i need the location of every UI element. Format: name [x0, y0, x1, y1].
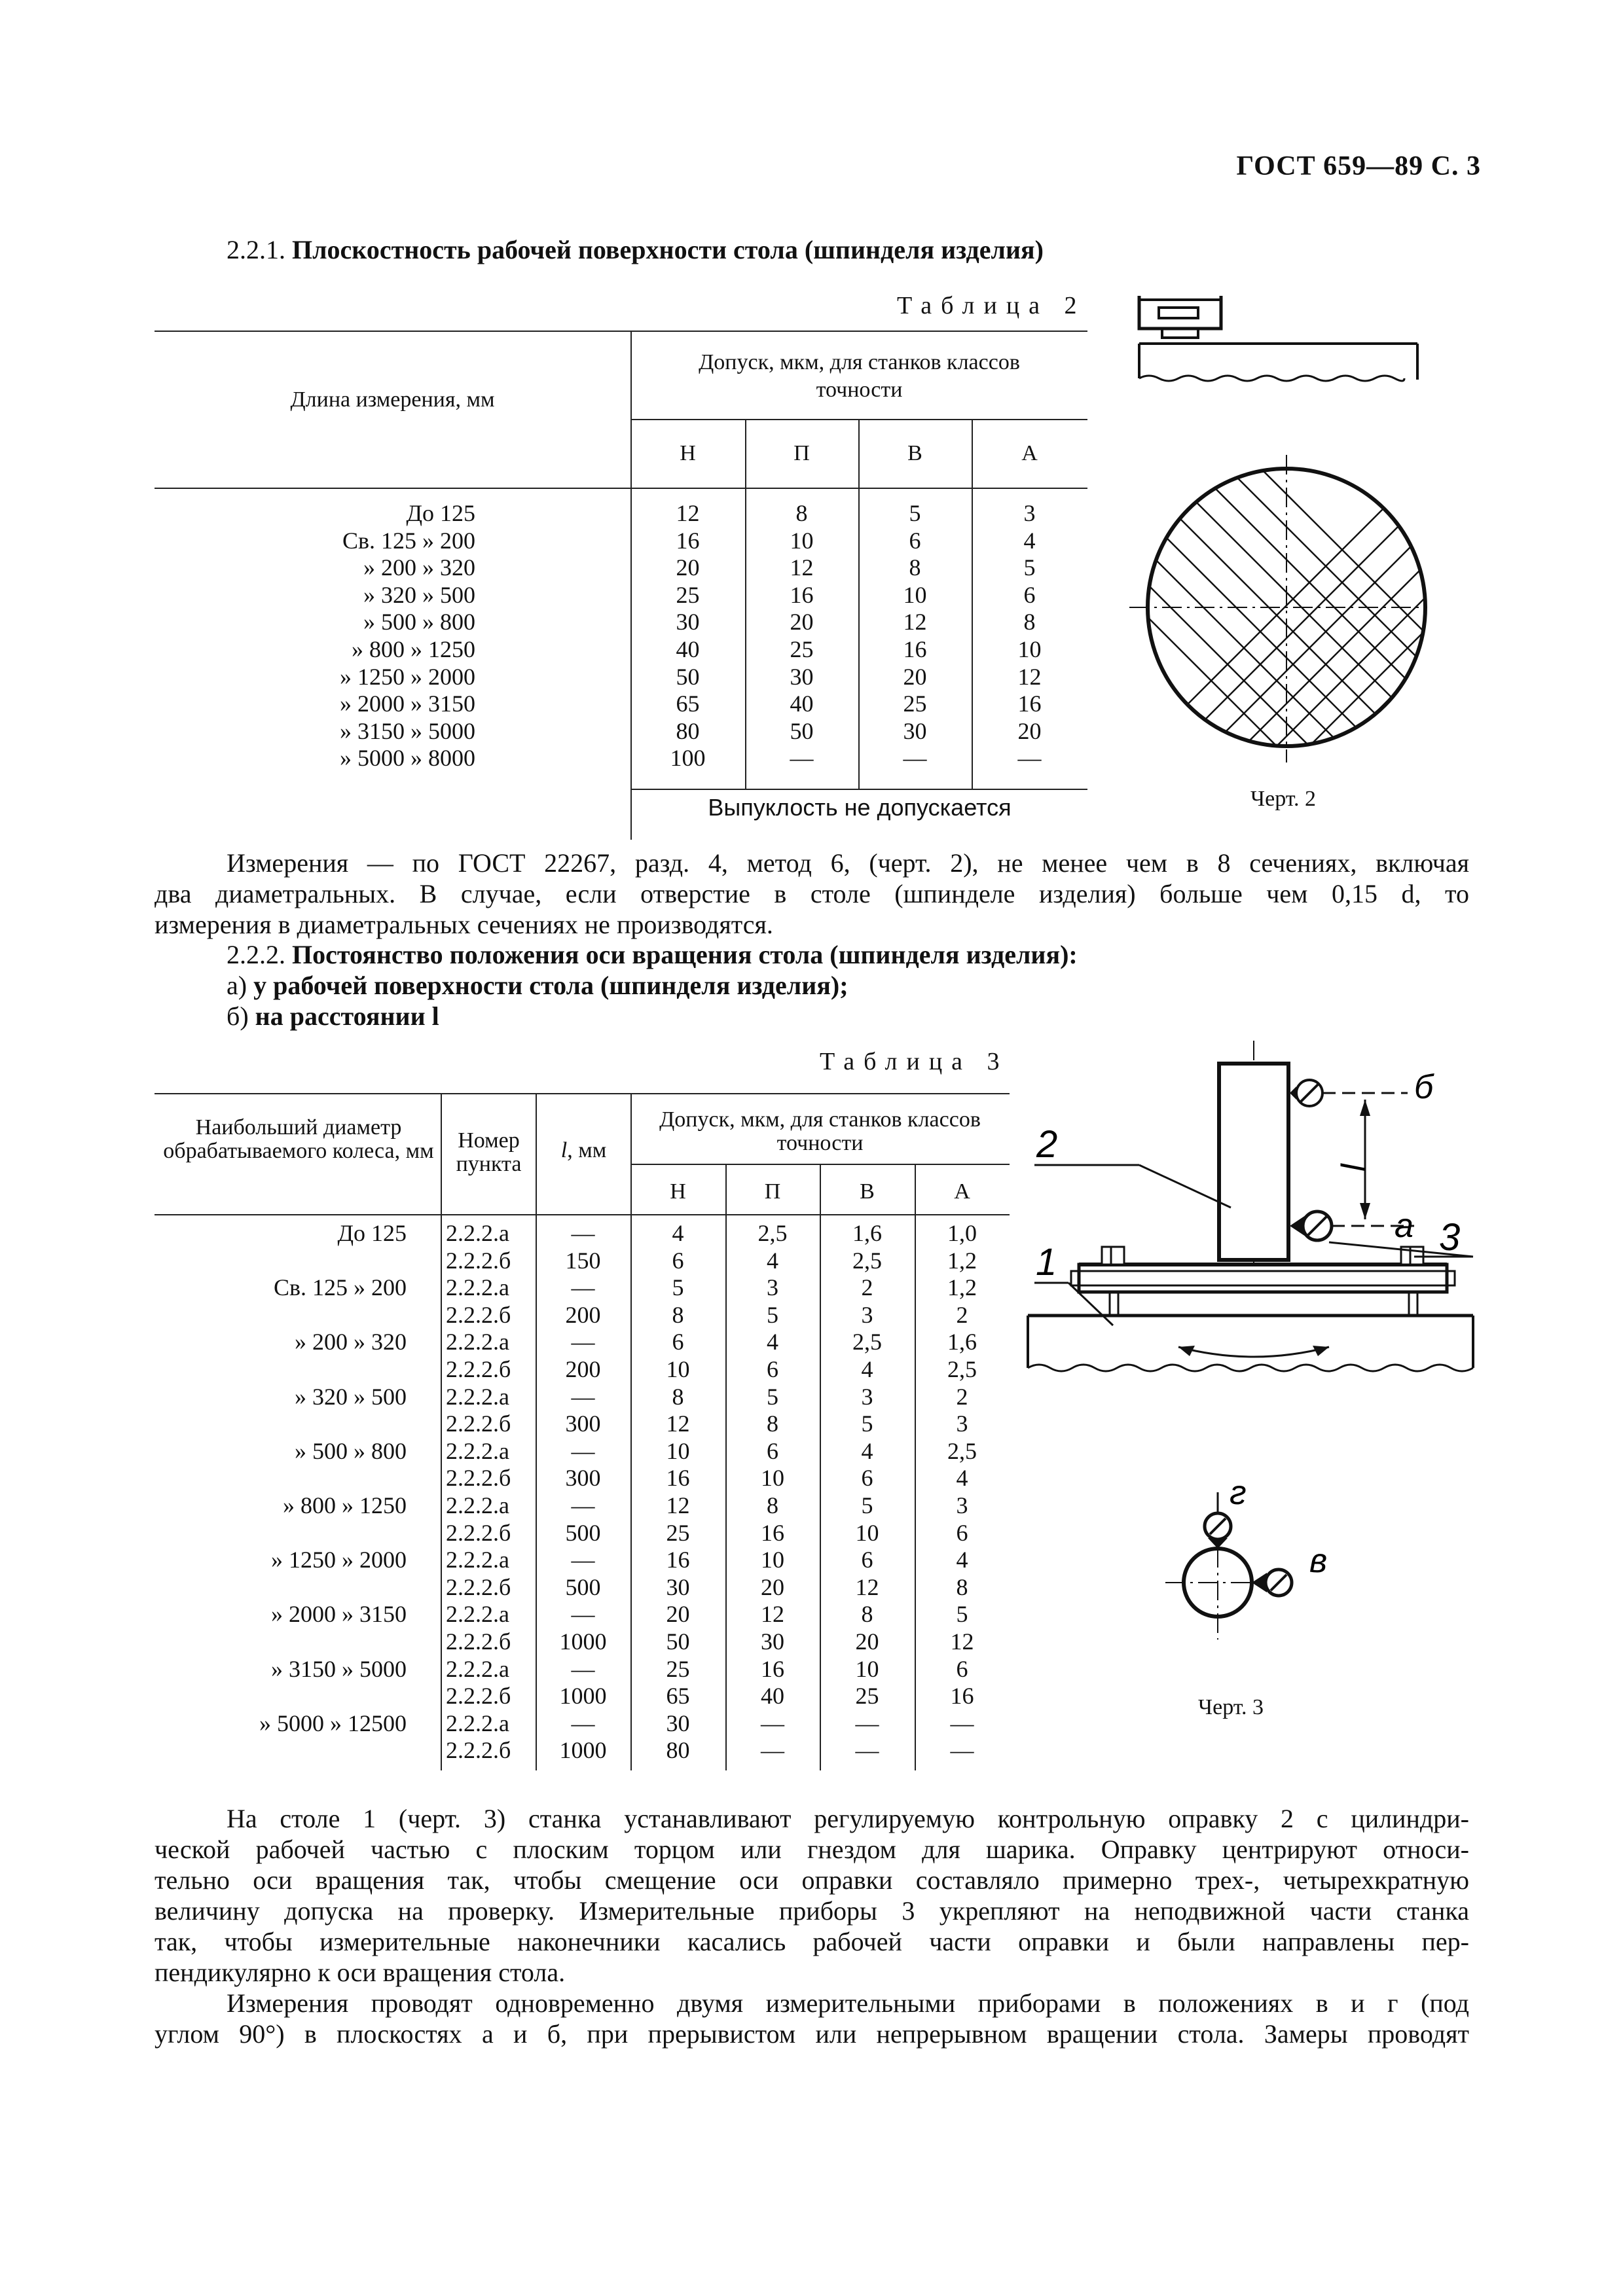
table3-cell-diameter: » 3150 » 5000	[271, 1655, 407, 1682]
table3-cell-item: 2.2.2.а	[446, 1492, 509, 1518]
table3-cell: 5	[672, 1274, 684, 1301]
table2-cell: 30	[676, 609, 700, 636]
fig3-label-g: г	[1230, 1474, 1247, 1512]
table3-cell-diameter: » 800 » 1250	[283, 1492, 407, 1518]
table3-cell: 6	[767, 1437, 778, 1464]
table3-cell: —	[855, 1710, 879, 1736]
table3-cell: 8	[767, 1492, 778, 1518]
table3-cell-l: —	[571, 1437, 595, 1464]
table2-cell: 12	[676, 500, 700, 526]
table2-header-tolerance: Допуск, мкм, для станков классов точности	[699, 350, 1020, 402]
table3-cell: 3	[956, 1492, 968, 1518]
section-number: 2.2.1.	[227, 235, 285, 264]
table2-class-header: А	[1021, 441, 1038, 465]
table3-cell-l: 300	[565, 1410, 601, 1437]
table3-cell: 10	[855, 1519, 879, 1546]
table3-cell: 20	[761, 1573, 784, 1600]
table2-cell: 16	[676, 527, 700, 554]
section-title: Плоскостность рабочей поверхности стола (шпинделя изделия)	[292, 235, 1044, 264]
table2-cell: 3	[1023, 500, 1036, 526]
table3-cell-l: —	[571, 1383, 595, 1410]
fig3-label-1: 1	[1036, 1241, 1057, 1283]
table3-cell-diameter: » 2000 » 3150	[271, 1601, 407, 1628]
table3-diameter-column	[155, 1220, 407, 1765]
table3-cell: 2,5	[757, 1220, 788, 1246]
table3-cell: 12	[666, 1492, 690, 1518]
table3-cell-diameter	[155, 1628, 407, 1656]
table3-cell: 30	[666, 1710, 690, 1736]
table3-cell-diameter: До 125	[337, 1220, 407, 1246]
table3-cell: 3	[956, 1410, 968, 1437]
table2-cell-length: » 320 » 500	[363, 581, 475, 608]
text-line: так, чтобы измерительные наконечники касались рабочей части оправки и были направлены пер-	[155, 1927, 1469, 1956]
table3-cell: 8	[672, 1301, 684, 1328]
table2-cell: 12	[1017, 663, 1042, 690]
table2-col-A	[972, 500, 1087, 772]
table3-cell: 4	[956, 1465, 968, 1492]
table3-cell-l: 200	[565, 1301, 601, 1328]
item-b-text: на расстоянии l	[255, 1001, 439, 1031]
table3-cell: 16	[666, 1465, 690, 1492]
table3-cell-l: —	[571, 1492, 595, 1518]
fig2-caption: Черт. 2	[1250, 787, 1317, 811]
table3-cell-l: 300	[565, 1465, 601, 1492]
table2-cell: 10	[790, 527, 814, 554]
table3-cell: 30	[761, 1628, 784, 1655]
text-line: измерения в диаметральных сечениях не производятся.	[155, 910, 773, 939]
table2-cell: 20	[790, 609, 814, 636]
table3-cell: —	[761, 1710, 784, 1736]
table3-cell-item: 2.2.2.а	[446, 1329, 509, 1355]
table3-cell: 16	[950, 1683, 974, 1710]
table3-class-header: А	[954, 1179, 970, 1204]
table3-cell: 5	[767, 1301, 778, 1328]
table3-cell-l: 1000	[559, 1628, 607, 1655]
table3-cell: —	[761, 1737, 784, 1764]
table3-cell: 8	[861, 1601, 873, 1628]
table3-cell-l: —	[571, 1710, 595, 1736]
table3-cell-item: 2.2.2.б	[446, 1301, 511, 1328]
table2-cell-length: Св. 125 » 200	[342, 527, 475, 554]
fig3-label-2: 2	[1036, 1123, 1058, 1166]
table2-cell: 80	[676, 717, 700, 744]
table3-caption: Таблица 3	[820, 1048, 1009, 1075]
table3-col-P	[725, 1220, 820, 1765]
table3-cell: 2	[956, 1383, 968, 1410]
section-number: 2.2.2.	[227, 940, 285, 969]
table2-cell: 10	[1017, 636, 1042, 662]
table2-cell: 12	[903, 609, 927, 636]
table3-head-rule	[155, 1214, 1010, 1215]
table3-cell: 16	[761, 1655, 784, 1682]
table2-head-rule	[155, 488, 1087, 489]
table2-cell: 20	[903, 663, 927, 690]
table3-class-header: Н	[670, 1179, 686, 1204]
table2-cell-length: » 800 » 1250	[352, 636, 475, 662]
table3-cell-item: 2.2.2.б	[446, 1247, 511, 1274]
table3-cell: 1,0	[947, 1220, 977, 1246]
table3-header-item: Номер пункта	[456, 1128, 522, 1176]
table2-cell: 16	[903, 636, 927, 662]
table3-cell-item: 2.2.2.б	[446, 1465, 511, 1492]
table3-cell: 6	[767, 1355, 778, 1382]
table3-cell-diameter	[155, 1737, 407, 1765]
table3-cell: 30	[666, 1573, 690, 1600]
table3-cell: 10	[666, 1437, 690, 1464]
section-title: Постоянство положения оси вращения стола (шпинделя изделия):	[292, 940, 1078, 969]
table3-cell-diameter: » 500 » 800	[295, 1437, 407, 1464]
table3-cell: 5	[956, 1601, 968, 1628]
item-a-prefix: а)	[227, 971, 247, 1000]
table3-cell-diameter: » 1250 » 2000	[271, 1547, 407, 1573]
table3-cell: 6	[956, 1655, 968, 1682]
table2-class-header: В	[907, 441, 922, 465]
table3-cell-l: 500	[565, 1519, 601, 1546]
table3-cell: 2	[956, 1301, 968, 1328]
table3-cell: —	[950, 1737, 974, 1764]
table3-cell: 16	[666, 1547, 690, 1573]
table2-cell: 6	[909, 527, 921, 554]
fig3-label-3: 3	[1439, 1216, 1461, 1259]
table2-col-V	[858, 500, 972, 772]
table2-col-H	[630, 500, 745, 772]
table3-item-column	[446, 1220, 534, 1765]
table3-col-H	[630, 1220, 725, 1765]
table3-cell-diameter	[155, 1302, 407, 1329]
table3-cell-diameter	[155, 1247, 407, 1275]
table3-cell-diameter: » 200 » 320	[295, 1329, 407, 1355]
paragraph-procedure	[155, 1803, 1469, 1988]
table3-cell-item: 2.2.2.а	[446, 1710, 509, 1736]
table3-cell-item: 2.2.2.а	[446, 1274, 509, 1301]
table3-cell-item: 2.2.2.б	[446, 1683, 511, 1710]
table3-l-column	[536, 1220, 630, 1765]
table3-cell-item: 2.2.2.а	[446, 1383, 509, 1410]
table3-cell: 2,5	[852, 1329, 882, 1355]
table2-cell: 50	[790, 717, 814, 744]
paragraph-measurements	[155, 1988, 1469, 2049]
table3-cell: 4	[861, 1437, 873, 1464]
table2-length-column	[155, 500, 475, 772]
table3-cell: 2,5	[947, 1355, 977, 1382]
table3-cell: 8	[672, 1383, 684, 1410]
table3-cell: 10	[666, 1355, 690, 1382]
table2-header-length: Длина измерения, мм	[290, 387, 495, 412]
fig3-caption: Черт. 3	[1198, 1695, 1264, 1719]
table3-cell-item: 2.2.2.б	[446, 1355, 511, 1382]
table3-cell-diameter	[155, 1520, 407, 1547]
table3-cell: 80	[666, 1737, 690, 1764]
table3-cell: 4	[767, 1329, 778, 1355]
table3-cell-diameter: Св. 125 » 200	[273, 1274, 407, 1301]
table2-cell: 20	[1017, 717, 1042, 744]
table3-cell: 20	[855, 1628, 879, 1655]
table2-cell: —	[903, 745, 927, 772]
text-line: Измерения проводят одновременно двумя измерительными приборами в положениях в и г (под	[227, 1988, 1469, 2018]
table3-cell-item: 2.2.2.а	[446, 1437, 509, 1464]
table3-cell: —	[950, 1710, 974, 1736]
table3-cell-diameter	[155, 1683, 407, 1710]
table3-cell: 12	[950, 1628, 974, 1655]
table2-top-rule	[155, 331, 1087, 332]
table3-col-A	[915, 1220, 1010, 1765]
table2-cell-length: » 500 » 800	[363, 609, 475, 636]
table3-header-diameter: Наибольший диаметр обрабатываемого колеса, мм	[163, 1115, 434, 1163]
table3-cell: 2,5	[852, 1247, 882, 1274]
table3-cell-item: 2.2.2.б	[446, 1628, 511, 1655]
text-line: пендикулярно к оси вращения стола.	[155, 1958, 566, 1987]
table3-cell: 3	[861, 1301, 873, 1328]
table3-cell: 25	[666, 1519, 690, 1546]
table3-cell: 4	[956, 1547, 968, 1573]
table2-class-header: Н	[680, 441, 696, 465]
table3-cell: 12	[855, 1573, 879, 1600]
table3-cell: 50	[666, 1628, 690, 1655]
table2-cell: 40	[676, 636, 700, 662]
table3-col-V	[820, 1220, 915, 1765]
table2-class-header: П	[793, 441, 810, 465]
table3-cell: 4	[672, 1220, 684, 1246]
table2-cell: 4	[1023, 527, 1036, 554]
table3-cell-item: 2.2.2.а	[446, 1547, 509, 1573]
table3-cell-diameter	[155, 1465, 407, 1492]
table3-cell-diameter	[155, 1410, 407, 1438]
table2-cell: 5	[909, 500, 921, 526]
text-line: На столе 1 (черт. 3) станка устанавливают регулируемую контрольную оправку 2 с цилиндри-	[227, 1804, 1469, 1833]
table3-cell-diameter: » 320 » 500	[295, 1383, 407, 1410]
table2-cell: 8	[795, 500, 808, 526]
table3-cell: 2,5	[947, 1437, 977, 1464]
item-a-text: у рабочей поверхности стола (шпинделя изделия);	[253, 971, 848, 1000]
table2-cell: 12	[790, 554, 814, 581]
table3-cell: 8	[767, 1410, 778, 1437]
table3-class-header: П	[764, 1179, 781, 1204]
fig3-label-v: в	[1309, 1542, 1328, 1580]
table3-cell: 1,6	[947, 1329, 977, 1355]
table3-vrule	[441, 1093, 442, 1770]
table3-cell: 10	[761, 1465, 784, 1492]
table3-cell: 65	[666, 1683, 690, 1710]
page-header: ГОСТ 659—89 С. 3	[1236, 151, 1481, 181]
table3-cell-l: —	[571, 1547, 595, 1573]
table2-cell: 65	[676, 691, 700, 717]
table2-cell: 16	[1017, 691, 1042, 717]
table3-cell-l: —	[571, 1220, 595, 1246]
table2-cell-length: » 2000 » 3150	[340, 691, 475, 717]
table2-cell-length: » 3150 » 5000	[340, 717, 475, 744]
table3-cell-l: 1000	[559, 1683, 607, 1710]
table3-cell: 6	[861, 1465, 873, 1492]
table2-cell: —	[1017, 745, 1042, 772]
text-line: ческой рабочей частью с плоским торцом или гнездом для шарика. Оправку центрируют относи-	[155, 1835, 1469, 1864]
table3-cell: 6	[956, 1519, 968, 1546]
table3-cell-l: —	[571, 1329, 595, 1355]
table3-cell: —	[855, 1737, 879, 1764]
section-222-heading	[227, 939, 1078, 1031]
table3-cell: 40	[761, 1683, 784, 1710]
table3-cell-l: —	[571, 1601, 595, 1628]
table3-cell-diameter	[155, 1356, 407, 1384]
table3-cell: 5	[767, 1383, 778, 1410]
fig3-label-b: б	[1414, 1068, 1434, 1106]
table2-cell-length: » 1250 » 2000	[340, 663, 475, 690]
table3-cell-item: 2.2.2.б	[446, 1573, 511, 1600]
table3-cell: 16	[761, 1519, 784, 1546]
fig3-drawing	[1021, 1034, 1480, 1708]
text-line: два диаметральных. В случае, если отверстие в столе (шпинделе изделия) больше чем 0,15 d, то	[155, 879, 1469, 908]
table3-cell: 1,2	[947, 1247, 977, 1274]
text-line: тельно оси вращения так, чтобы смещение оси оправки составляло примерно трех-, четырехкратную	[155, 1865, 1469, 1895]
table3-cell-l: —	[571, 1274, 595, 1301]
table3-cell: 4	[861, 1355, 873, 1382]
table3-class-header: В	[860, 1179, 875, 1204]
table2-cell-length: До 125	[406, 500, 475, 526]
item-b-prefix: б)	[227, 1001, 249, 1031]
table3-cell-l: 200	[565, 1355, 601, 1382]
table3-cell-diameter: » 5000 » 12500	[259, 1710, 407, 1736]
table3-cell-l: 500	[565, 1573, 601, 1600]
table2-footnote: Выпуклость не допускается	[708, 794, 1012, 821]
table3-cell: 3	[861, 1383, 873, 1410]
table3-top-rule	[155, 1093, 1010, 1094]
table3-cell: 3	[767, 1274, 778, 1301]
table2-cell: 8	[909, 554, 921, 581]
table2-cell-length: » 5000 » 8000	[340, 745, 475, 772]
table2-caption: Таблица 2	[897, 292, 1086, 319]
table3-cell-l: 1000	[559, 1737, 607, 1764]
table3-cell-item: 2.2.2.б	[446, 1410, 511, 1437]
table2-foot-rule	[630, 789, 1087, 790]
table3-cell: 12	[761, 1601, 784, 1628]
table3-cell-item: 2.2.2.а	[446, 1220, 509, 1246]
table2-cell: 6	[1023, 581, 1036, 608]
table3-cell-item: 2.2.2.б	[446, 1737, 511, 1764]
table2-cell: 30	[903, 717, 927, 744]
table3-cell: 25	[855, 1683, 879, 1710]
table3-cell-diameter	[155, 1574, 407, 1602]
table3-cell: 2	[861, 1274, 873, 1301]
text-line: величину допуска на проверку. Измерительные приборы 3 укрепляют на неподвижной части станка	[155, 1896, 1469, 1926]
text-line: углом 90°) в плоскостях а и б, при прерывистом или непрерывном вращении стола. Замеры проводят	[155, 2019, 1469, 2049]
fig3-label-a: а	[1395, 1207, 1413, 1245]
table3-cell: 12	[666, 1410, 690, 1437]
table3-cell: 10	[855, 1655, 879, 1682]
table2-cell: 20	[676, 554, 700, 581]
table2-cell-length: » 200 » 320	[363, 554, 475, 581]
table2-cell: 25	[903, 691, 927, 717]
table3-cell: 1,6	[852, 1220, 882, 1246]
table2-cell: 8	[1023, 609, 1036, 636]
table3-cell: 4	[767, 1247, 778, 1274]
fig3-label-l: l	[1335, 1164, 1373, 1172]
table2-cell: 100	[670, 745, 706, 772]
table2-cell: 16	[790, 581, 814, 608]
text-line: Измерения — по ГОСТ 22267, разд. 4, метод 6, (черт. 2), не менее чем в 8 сечениях, включая	[227, 848, 1469, 878]
table3-cell: 10	[761, 1547, 784, 1573]
table2-cell: 25	[676, 581, 700, 608]
table3-cell: 6	[861, 1547, 873, 1573]
table3-cell-item: 2.2.2.б	[446, 1519, 511, 1546]
table2-cell: 25	[790, 636, 814, 662]
table3-cell: 1,2	[947, 1274, 977, 1301]
table3-cell-l: 150	[565, 1247, 601, 1274]
paragraph-measurement-221	[155, 848, 1469, 940]
table3-cell: 5	[861, 1492, 873, 1518]
table2-col-P	[745, 500, 858, 772]
table2-cell: 50	[676, 663, 700, 690]
table2-cell: 5	[1023, 554, 1036, 581]
fig2-drawing	[1113, 281, 1427, 805]
table2-cell: —	[790, 745, 814, 772]
table3-cell: 6	[672, 1329, 684, 1355]
table3-cell: 8	[956, 1573, 968, 1600]
table3-cell: 5	[861, 1410, 873, 1437]
table3-cell-item: 2.2.2.а	[446, 1655, 509, 1682]
table2-cell: 10	[903, 581, 927, 608]
table2-cell: 30	[790, 663, 814, 690]
table3-cell-l: —	[571, 1655, 595, 1682]
table3-cell: 25	[666, 1655, 690, 1682]
section-221-heading	[227, 234, 1044, 265]
table3-header-l: l, мм	[560, 1138, 607, 1162]
table3-cell: 20	[666, 1601, 690, 1628]
table2-cell: 40	[790, 691, 814, 717]
table3-cell: 6	[672, 1247, 684, 1274]
table3-header-tolerance: Допуск, мкм, для станков классов точности	[659, 1107, 981, 1155]
table3-cell-item: 2.2.2.а	[446, 1601, 509, 1628]
